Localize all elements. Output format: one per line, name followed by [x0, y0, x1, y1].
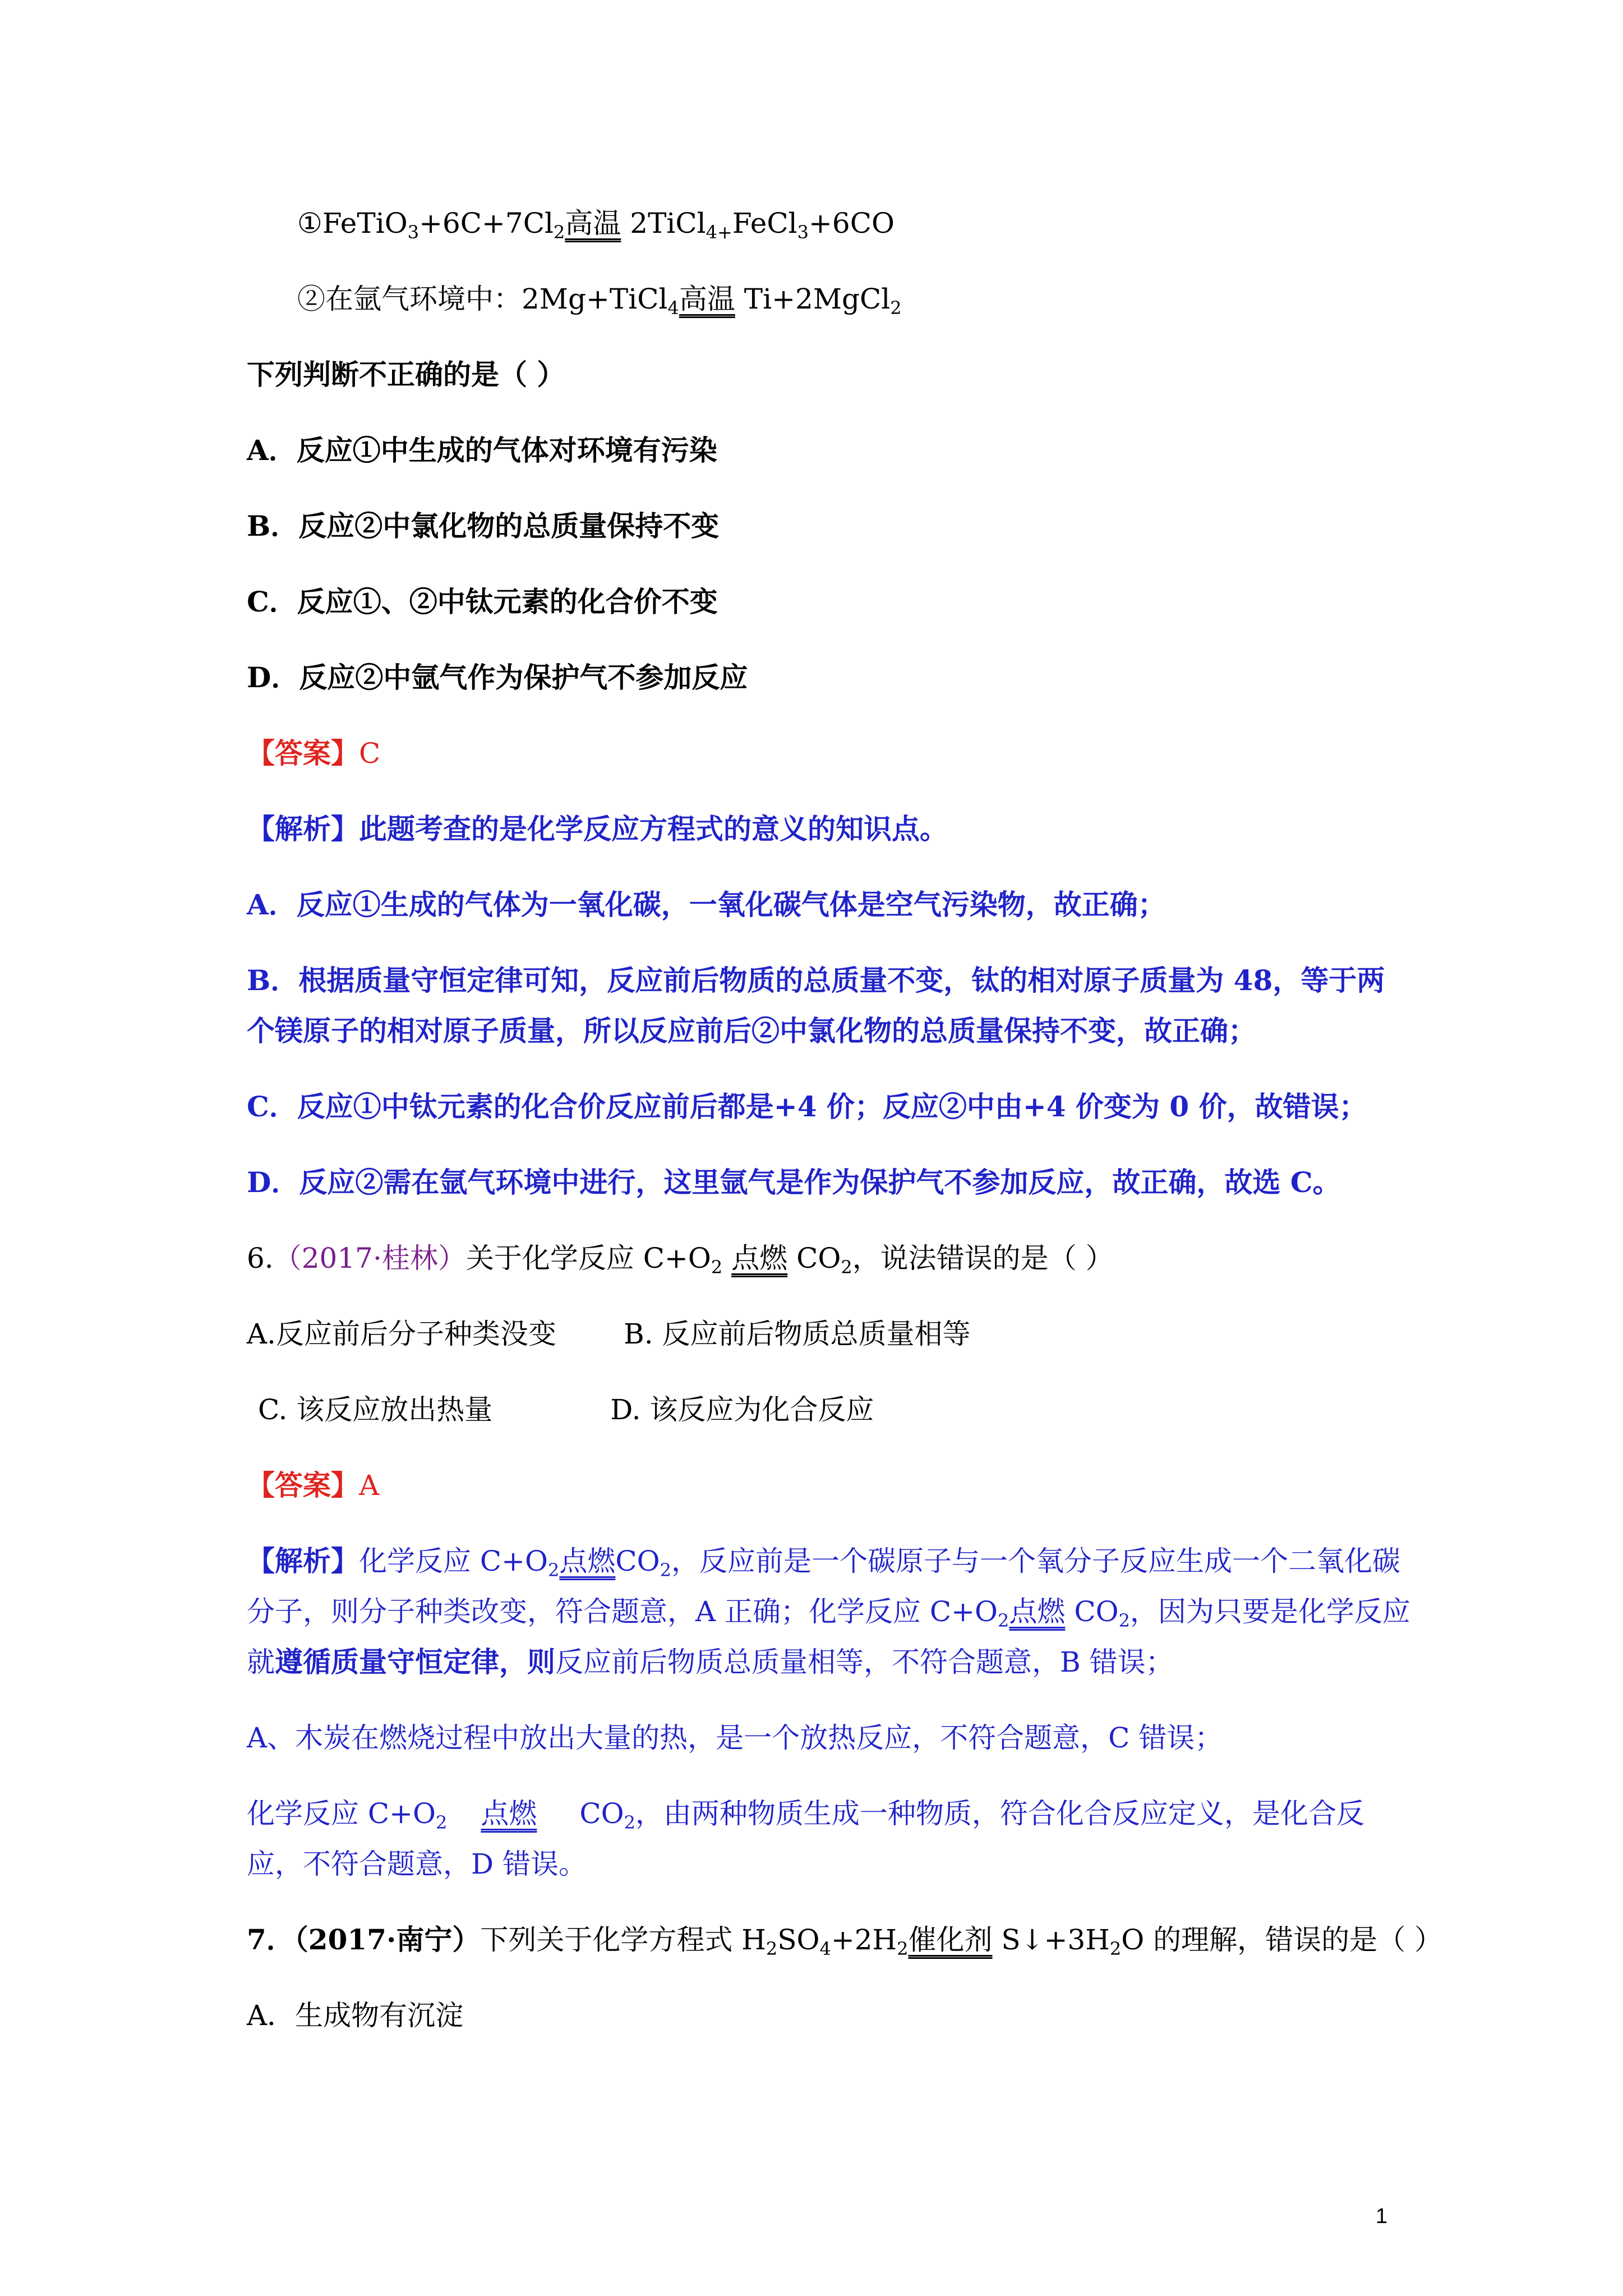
answer-value: A [359, 1469, 380, 1502]
q7-source: （2017·南宁） [294, 1923, 481, 1956]
q6-stem: 6.（2017·桂林）关于化学反应 $C+O_2$ 点燃 $CO_2$，说法错误的是（ ） [247, 1242, 1114, 1278]
q5-option-a: A．反应①中生成的气体对环境有污染 [247, 434, 717, 467]
q6-source: （2017·桂林） [273, 1242, 466, 1274]
q5-answer [247, 735, 380, 772]
reaction-condition: 点燃 [1009, 1595, 1066, 1628]
q6-answer [247, 1467, 379, 1504]
q6-analysis-line6: 应，不符合题意，D 错误。 [247, 1848, 587, 1880]
q6-option-b: B. 反应前后物质总质量相等 [624, 1318, 971, 1350]
reaction-condition: 点燃 [559, 1545, 616, 1577]
answer-label: 【答案】 [247, 1469, 359, 1502]
q6-option-c: C. 该反应放出热量 [258, 1393, 493, 1426]
q5-option-b: B．反应②中氯化物的总质量保持不变 [247, 509, 720, 542]
analysis-label: 【解析】 [247, 812, 359, 845]
answer-value: C [359, 737, 381, 770]
eq1-number: ① [297, 207, 322, 240]
q5-analysis-b-line2: 个镁原子的相对原子质量，所以反应前后②中氯化物的总质量保持不变，故正确； [247, 1014, 1256, 1047]
q5-analysis-b-line1: B．根据质量守恒定律可知，反应前后物质的总质量不变，钛的相对原子质量为 48，等于两 [247, 964, 1385, 997]
equation-2: ②在氩气环境中：2Mg+TiCl$_4$高温 Ti+2MgCl$_2$ [297, 283, 902, 319]
q6-options-row1 [247, 1315, 971, 1352]
q6-option-a: A.反应前后分子种类没变 [247, 1318, 557, 1350]
q5-option-c: C．反应①、②中钛元素的化合价不变 [247, 585, 718, 618]
q6-analysis-line5: 化学反应 $C+O_2$ 点燃 $CO_2$，由两种物质生成一种物质，符合化合反应定义，是化合反 [247, 1795, 1364, 1832]
reaction-condition: 高温 [679, 283, 735, 315]
q6-analysis-line3: 就遵循质量守恒定律，则反应前后物质总质量相等，不符合题意，B 错误； [247, 1645, 1174, 1678]
q5-analysis-a: A．反应①生成的气体为一氧化碳，一氧化碳气体是空气污染物，故正确； [247, 888, 1166, 921]
q6-number: 6. [247, 1242, 274, 1274]
q6-option-d: D. 该反应为化合反应 [610, 1393, 874, 1426]
analysis-label: 【解析】 [247, 1544, 359, 1577]
q7-stem: 7．（2017·南宁）下列关于化学方程式 $H_2SO_4+2H_2$催化剂 $S↓+3H_2O$ 的理解，错误的是（ ） [247, 1923, 1443, 1959]
q7-option-a: A．生成物有沉淀 [247, 1999, 464, 2032]
page-number: 1 [1375, 2205, 1387, 2228]
answer-label: 【答案】 [247, 737, 359, 770]
q5-analysis-intro: 【解析】此题考查的是化学反应方程式的意义的知识点。 [247, 812, 948, 845]
q7-number: 7． [247, 1923, 294, 1956]
equation-1: $①FeTiO_3+6C+7Cl_2$高温 2TiCl$_{4+}$FeCl$_3$+6CO [297, 207, 895, 243]
q6-analysis-line2: 分子，则分子种类改变，符合题意，A 正确；化学反应 $C+O_2$点燃 $CO_2$，因为只要是化学反应 [247, 1595, 1410, 1631]
reaction-condition: 催化剂 [908, 1924, 993, 1956]
q5-analysis-d: D．反应②需在氩气环境中进行，这里氩气是作为保护气不参加反应，故正确，故选 C。 [247, 1166, 1341, 1199]
q5-option-d: D．反应②中氩气作为保护气不参加反应 [247, 661, 748, 694]
reaction-condition: 高温 [565, 207, 621, 240]
reaction-condition: 点燃 [731, 1242, 788, 1274]
q5-analysis-c: C．反应①中钛元素的化合价反应前后都是+4 价；反应②中由+4 价变为 0 价，故错误； [247, 1090, 1367, 1123]
reaction-condition: 点燃 [481, 1797, 537, 1830]
q6-options-row2 [258, 1391, 874, 1428]
q5-stem: 下列判断不正确的是（ ） [247, 358, 565, 391]
q6-analysis-line4: A、木炭在燃烧过程中放出大量的热，是一个放热反应，不符合题意，C 错误； [247, 1722, 1223, 1754]
q6-analysis-line1: 【解析】化学反应 $C+O_2$点燃$CO_2$，反应前是一个碳原子与一个氧分子反应生成一个二氧化碳 [247, 1544, 1401, 1581]
